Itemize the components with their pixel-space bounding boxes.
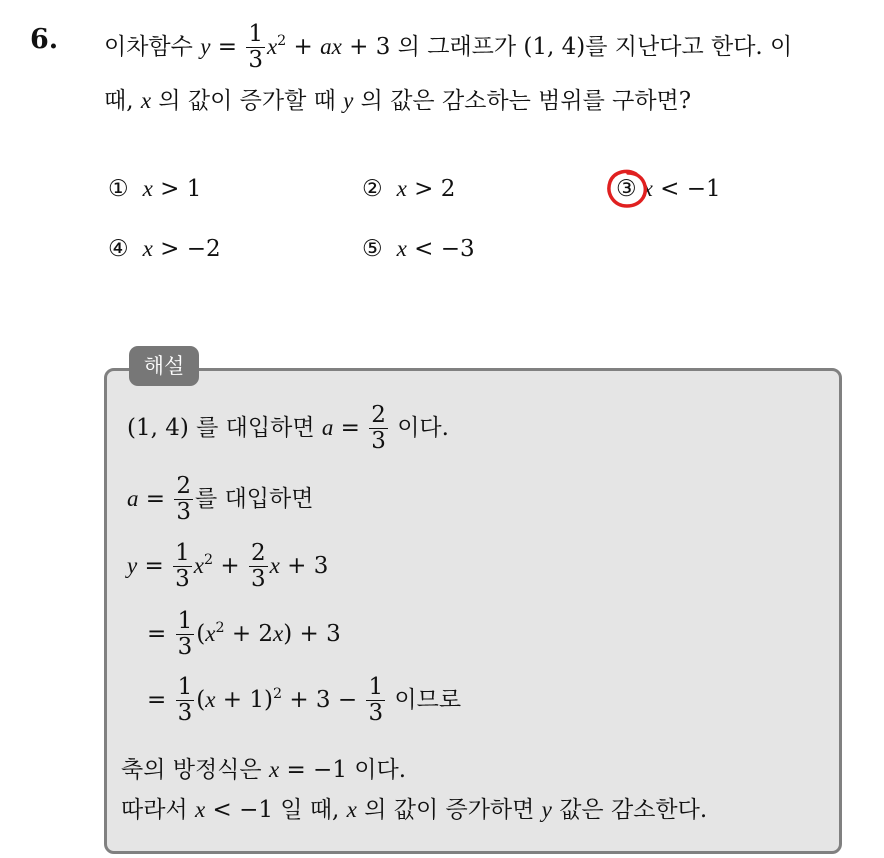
explanation-text: 이다. bbox=[389, 414, 449, 441]
explanation-text: 를 대입하면 bbox=[195, 485, 314, 512]
fraction-numerator: 1 bbox=[175, 540, 190, 566]
var-x: x bbox=[193, 552, 204, 578]
exponent: 2 bbox=[272, 686, 283, 703]
choice-relation: < −3 bbox=[406, 236, 475, 262]
choice-2[interactable] bbox=[362, 176, 455, 202]
fraction bbox=[173, 541, 192, 593]
question-text: 의 값은 감소하는 범위를 구하면? bbox=[353, 88, 692, 114]
var-x: x bbox=[266, 33, 278, 59]
var-y: y bbox=[343, 88, 354, 113]
fraction-denominator: 3 bbox=[175, 566, 190, 593]
choice-relation: > 1 bbox=[152, 176, 202, 202]
var-a: a bbox=[321, 414, 334, 440]
var-x: x bbox=[346, 797, 357, 822]
fraction-numerator: 2 bbox=[176, 473, 192, 499]
fraction bbox=[366, 675, 385, 727]
fraction bbox=[249, 541, 268, 593]
choice-relation: > −2 bbox=[152, 236, 221, 262]
question-text: 때, bbox=[104, 88, 141, 114]
fraction bbox=[176, 609, 195, 661]
fraction bbox=[176, 675, 195, 727]
fraction-denominator: 3 bbox=[176, 499, 192, 526]
equals: = bbox=[138, 485, 173, 512]
explanation-text: 이므로 bbox=[387, 686, 462, 713]
constant: + 3 bbox=[341, 33, 398, 60]
explanation-line-6 bbox=[121, 751, 406, 784]
question-text-line-2 bbox=[104, 82, 691, 115]
question-text: 의 그래프가 (1, 4)를 지난다고 한다. 이 bbox=[397, 33, 793, 60]
answer-circle-mark bbox=[606, 168, 650, 210]
choice-marker: ⑤ bbox=[362, 236, 383, 262]
explanation-text: 값은 감소한다. bbox=[551, 797, 708, 823]
question-text-line-1 bbox=[104, 22, 792, 74]
choice-1[interactable] bbox=[108, 176, 201, 202]
choice-marker: ③ bbox=[616, 176, 637, 202]
explanation-text: < −1 일 때, bbox=[205, 797, 347, 823]
paren: ( bbox=[196, 686, 206, 713]
exponent: 2 bbox=[215, 620, 225, 637]
fraction bbox=[174, 474, 193, 526]
var-x: x bbox=[205, 686, 216, 712]
equals: = bbox=[137, 552, 172, 579]
exponent: 2 bbox=[203, 552, 214, 569]
paren: ( bbox=[196, 620, 206, 647]
explanation-label: 해설 bbox=[129, 346, 199, 386]
fraction bbox=[369, 403, 388, 455]
explanation-line-3 bbox=[127, 541, 328, 593]
term: + 2 bbox=[224, 620, 274, 647]
question-text: 의 값이 증가할 때 bbox=[151, 88, 344, 114]
plus: + bbox=[286, 33, 321, 60]
var-y: y bbox=[127, 552, 138, 578]
choice-marker: ① bbox=[108, 176, 129, 202]
fraction-denominator: 3 bbox=[248, 47, 263, 74]
choice-relation: > 2 bbox=[406, 176, 456, 202]
choice-relation: < −1 bbox=[652, 176, 721, 202]
var-x: x bbox=[642, 176, 653, 201]
explanation-text: 따라서 bbox=[121, 797, 195, 823]
question-text: 이차함수 bbox=[104, 33, 193, 60]
explanation-text: 축의 방정식은 bbox=[121, 757, 269, 783]
fraction-numerator: 2 bbox=[371, 402, 386, 428]
explanation-text: 의 값이 증가하면 bbox=[356, 797, 542, 823]
equals: = bbox=[333, 414, 368, 441]
term: ) + 3 bbox=[283, 620, 341, 647]
term: + 3 − bbox=[282, 686, 365, 713]
equals: = bbox=[147, 620, 174, 647]
var-y: y bbox=[541, 797, 552, 822]
var-x: x bbox=[269, 552, 280, 578]
var-x: x bbox=[140, 88, 152, 113]
plus: + bbox=[213, 552, 247, 579]
equals: = bbox=[147, 686, 174, 713]
explanation-text: = −1 이다. bbox=[279, 757, 407, 783]
fraction-denominator: 3 bbox=[371, 428, 386, 455]
var-a: a bbox=[127, 485, 139, 511]
question-number: 6. bbox=[30, 24, 59, 55]
fraction-numerator: 1 bbox=[368, 674, 384, 700]
fraction-numerator: 1 bbox=[248, 21, 263, 47]
fraction-numerator: 1 bbox=[177, 608, 193, 634]
var-x: x bbox=[273, 620, 284, 646]
var-x: x bbox=[142, 236, 153, 261]
var-x: x bbox=[396, 236, 407, 261]
explanation-box bbox=[104, 368, 842, 854]
explanation-line-7 bbox=[121, 791, 707, 824]
fraction-denominator: 3 bbox=[368, 700, 384, 727]
var-x: x bbox=[194, 797, 206, 822]
var-y: y bbox=[200, 33, 211, 59]
var-x: x bbox=[396, 176, 407, 201]
explanation-text: (1, 4) 를 대입하면 bbox=[127, 414, 322, 441]
var-x: x bbox=[142, 176, 153, 201]
equals: = bbox=[210, 33, 245, 60]
explanation-line-2 bbox=[127, 474, 313, 526]
choice-marker: ④ bbox=[108, 236, 129, 262]
choice-marker: ② bbox=[362, 176, 383, 202]
choice-4[interactable] bbox=[108, 236, 221, 262]
var-x: x bbox=[268, 757, 280, 782]
explanation-line-4 bbox=[147, 609, 341, 661]
fraction-denominator: 3 bbox=[177, 634, 193, 661]
explanation-line-1 bbox=[127, 403, 449, 455]
fraction-denominator: 3 bbox=[177, 700, 193, 727]
fraction-denominator: 3 bbox=[250, 566, 266, 593]
choice-5[interactable] bbox=[362, 236, 475, 262]
term: + 1) bbox=[215, 686, 273, 713]
constant: + 3 bbox=[279, 552, 329, 579]
var-x: x bbox=[331, 33, 342, 59]
exponent: 2 bbox=[277, 33, 287, 50]
var-a: a bbox=[320, 33, 332, 59]
fraction-one-third bbox=[246, 22, 265, 74]
fraction-numerator: 2 bbox=[250, 540, 266, 566]
explanation-line-5 bbox=[147, 675, 461, 727]
fraction-numerator: 1 bbox=[177, 674, 193, 700]
var-x: x bbox=[205, 620, 216, 646]
